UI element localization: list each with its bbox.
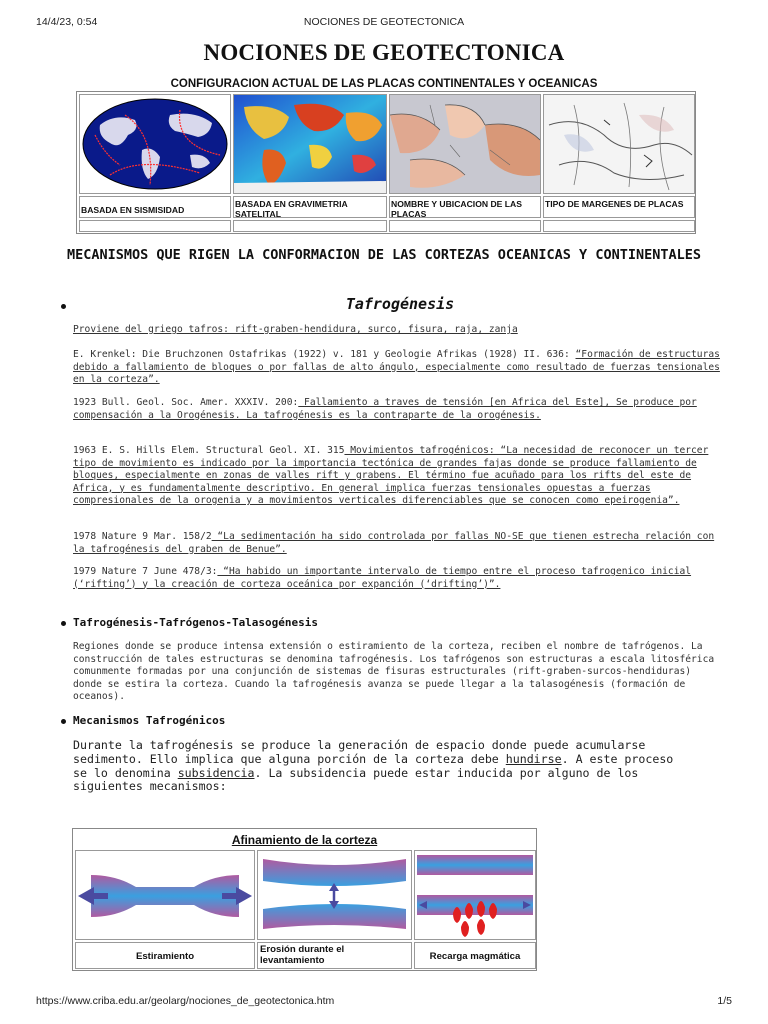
talasogenesis-heading: Tafrogénesis-Tafrógenos-Talasogénesis bbox=[73, 616, 319, 629]
plates-image-cell-2 bbox=[233, 94, 387, 194]
figure-image-cell-3 bbox=[414, 850, 536, 940]
print-footer bbox=[36, 995, 732, 1009]
reference-cite: E. Krenkel: Die Bruchzonen Ostafrikas (1922) v. 181 y Geologie Afrikas (1928) II. 636: bbox=[73, 349, 570, 360]
reference-krenkel bbox=[73, 349, 723, 387]
mecanismos-text: . A este proceso se lo denomina bbox=[73, 751, 674, 780]
page-title: NOCIONES DE GEOTECTONICA bbox=[203, 40, 565, 65]
page-number: 1/5 bbox=[717, 995, 732, 1007]
hundirse-link[interactable]: hundirse bbox=[505, 751, 562, 766]
etymology-paragraph bbox=[73, 324, 723, 337]
gravimetry-map-image[interactable] bbox=[234, 95, 386, 193]
plates-table bbox=[76, 91, 696, 234]
mecanismos-heading: Mecanismos Tafrogénicos bbox=[73, 714, 226, 727]
reference-cite: 1978 Nature 9 Mar. 158/2 bbox=[73, 531, 212, 542]
crust-thinning-figure bbox=[72, 828, 537, 971]
mecanismos-paragraph bbox=[73, 739, 693, 794]
plate-label-seismicity bbox=[79, 196, 231, 218]
plate-label-gravimetry bbox=[233, 196, 387, 218]
empty-cell bbox=[389, 220, 541, 232]
print-url: https://www.criba.edu.ar/geolarg/nociones_de_geotectonica.htm bbox=[36, 995, 335, 1007]
plates-image-cell-4 bbox=[543, 94, 695, 194]
seismicity-map-image[interactable] bbox=[80, 95, 230, 193]
talasogenesis-paragraph: Regiones donde se produce intensa extensión o estiramiento de la corteza, reciben el nombre de tafrógenos. La construcción de tales estructuras se denomina tafrogénesis. Los tafrógenos son estructuras a escala litosférica comunmente formadas por una conjunción de sistemas de fisuras estructurales (rift-graben-surcos-hendiduras) donde se estira la corteza. Cuando la tafrogénesis avanza se puede llegar a la talasogénesis (formación de oceanos). bbox=[73, 641, 715, 702]
figure-image-cell-1 bbox=[75, 850, 255, 940]
etymology-text: Proviene del griego tafros: rift-graben-hendidura, surco, fisura, raja, zanja bbox=[73, 324, 518, 335]
reference-cite: 1923 Bull. Geol. Soc. Amer. XXXIV. 200: bbox=[73, 397, 299, 408]
reference-quote: “Formación de estructuras debido a fallamiento de bloques o por fallas de alto ángulo, especialmente como resultado de fuerzas tensionales en la corteza”. bbox=[73, 349, 720, 385]
reference-nature-1979 bbox=[73, 566, 723, 591]
empty-cell bbox=[543, 220, 695, 232]
figure-label-erosion bbox=[257, 942, 412, 969]
plate-label-text: TIPO DE MARGENES DE PLACAS bbox=[545, 199, 684, 209]
reference-gsa-1923 bbox=[73, 397, 723, 422]
stretching-diagram bbox=[76, 851, 254, 939]
reference-nature-1978 bbox=[73, 531, 723, 556]
section-title: MECANISMOS QUE RIGEN LA CONFORMACION DE LAS CORTEZAS OCEANICAS Y CONTINENTALES bbox=[67, 247, 701, 263]
reference-hills-1963 bbox=[73, 445, 723, 508]
reference-quote: “Ha habido un importante intervalo de tiempo entre el proceso tafrogenico inicial (‘rifting’) y la creación de corteza oceánica por expanción (‘drifting’)”. bbox=[73, 566, 692, 590]
subsidencia-link[interactable]: subsidencia bbox=[177, 765, 255, 780]
tafrogenesis-heading: Tafrogénesis bbox=[345, 295, 455, 313]
reference-quote: Fallamiento a traves de tensión [en Africa del Este], Se produce por compensación a la Orogénesis. La tafrogénesis es la contraparte de la orogénesis. bbox=[73, 397, 697, 421]
figure-label-magmatic bbox=[414, 942, 536, 969]
plate-label-text: BASADA EN SISMISIDAD bbox=[81, 205, 185, 215]
print-title: NOCIONES DE GEOTECTONICA bbox=[303, 16, 465, 28]
print-header bbox=[36, 16, 732, 30]
plates-image-cell-1 bbox=[79, 94, 231, 194]
plates-caption: CONFIGURACION ACTUAL DE LAS PLACAS CONTINENTALES Y OCEANICAS bbox=[170, 78, 598, 90]
figure-image-cell-2 bbox=[257, 850, 412, 940]
left-arrow-icon bbox=[78, 887, 94, 905]
erosion-diagram bbox=[258, 851, 411, 939]
print-date: 14/4/23, 0:54 bbox=[36, 16, 98, 28]
reference-quote: “La sedimentación ha sido controlada por fallas NO-SE que tienen estrecha relación con la tafrogénesis del graben de Benue”. bbox=[73, 531, 715, 555]
empty-cell bbox=[233, 220, 387, 232]
reference-cite: 1963 E. S. Hills Elem. Structural Geol. XI. 315 bbox=[73, 445, 345, 456]
plate-margins-map-image[interactable] bbox=[544, 95, 694, 193]
figure-label-text: Estiramiento bbox=[135, 951, 195, 962]
plate-label-names bbox=[389, 196, 541, 218]
plate-label-text: NOMBRE Y UBICACION DE LAS PLACAS bbox=[391, 199, 522, 219]
plate-label-text: BASADA EN GRAVIMETRIA SATELITAL bbox=[235, 199, 348, 219]
plate-label-margins bbox=[543, 196, 695, 218]
mecanismos-text: Durante la tafrogénesis se produce la generación de espacio donde puede acumularse sedimento. Ello implica que alguna porción de la corteza debe bbox=[73, 738, 646, 766]
mecanismos-text: . La subsidencia puede estar inducida por alguno de los siguientes mecanismos: bbox=[73, 765, 639, 794]
bullet-icon bbox=[61, 621, 66, 626]
reference-quote: Movimientos tafrogénicos: “La necesidad de reconocer un tercer tipo de movimiento es indicado por la importancia tectónica de grandes fajas donde se produce fallamiento de bloques, especialmente en zonas de valles rift y grabens. El término fue acuñado para los rifts del este de Africa, y es fundamentalmente descriptivo. En general implica fuerzas tensionales opuestas a fuerzas compresionales de la orogenia y a movimientos verticales diferenciables que se conocen como epeirogenia”. bbox=[73, 445, 709, 506]
plates-names-map-image[interactable] bbox=[390, 95, 540, 193]
bullet-icon bbox=[61, 719, 66, 724]
reference-cite: 1979 Nature 7 June 478/3: bbox=[73, 566, 218, 577]
empty-cell bbox=[79, 220, 231, 232]
right-arrow-icon bbox=[236, 887, 252, 905]
magmatic-recharge-diagram bbox=[415, 851, 535, 939]
figure-label-text: Recarga magmática bbox=[429, 951, 521, 962]
figure-label-stretching bbox=[75, 942, 255, 969]
figure-label-text: Erosión durante el levantamiento bbox=[260, 944, 345, 966]
plates-image-cell-3 bbox=[389, 94, 541, 194]
figure-title: Afinamiento de la corteza bbox=[231, 833, 378, 847]
